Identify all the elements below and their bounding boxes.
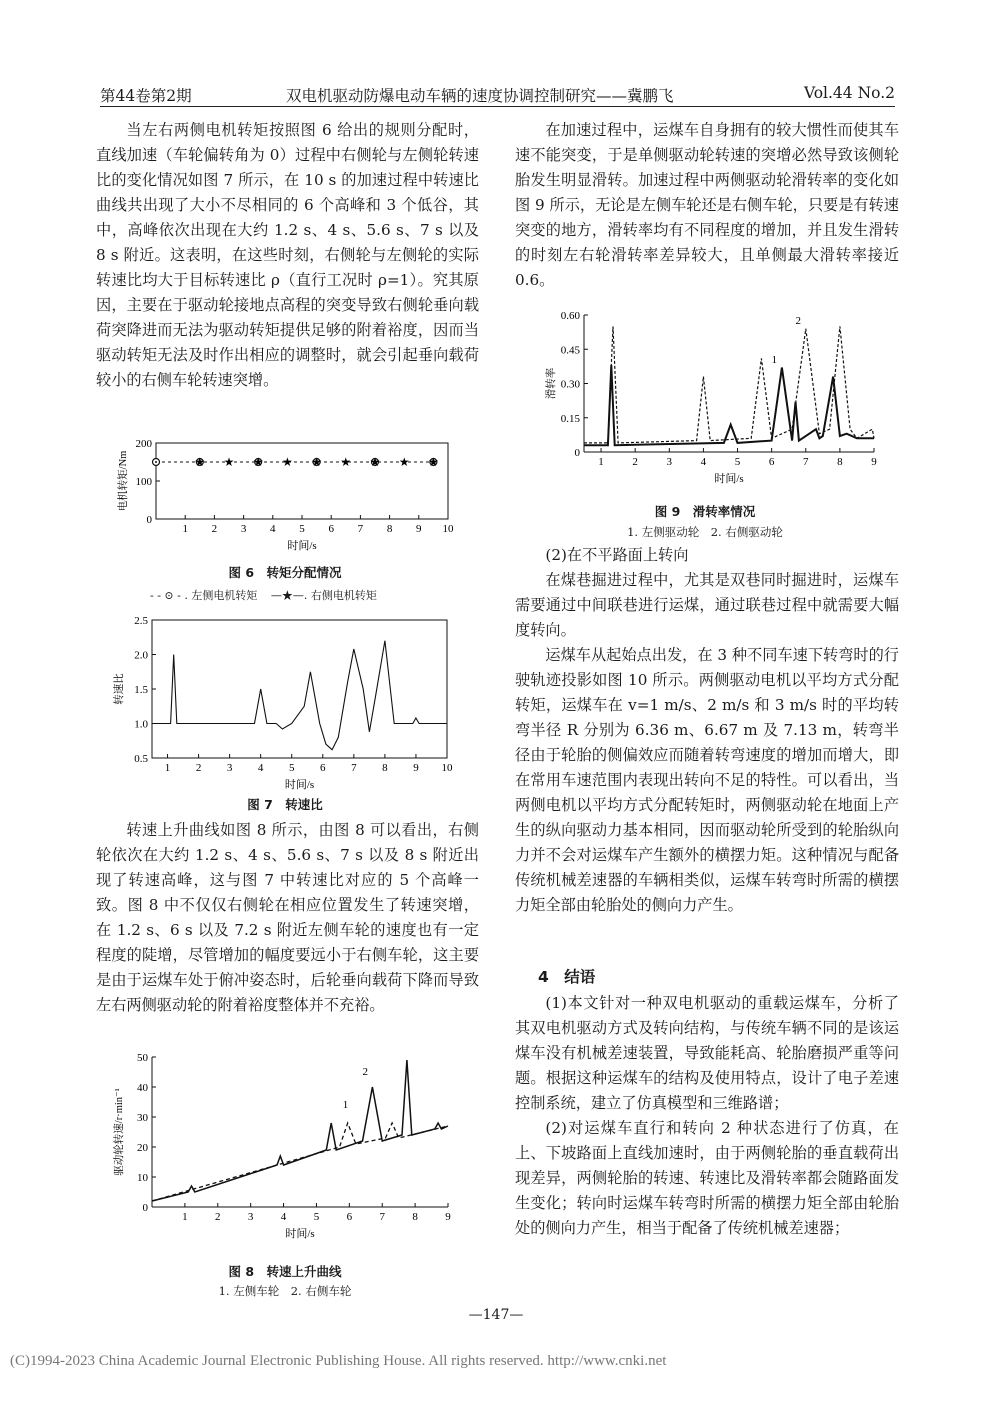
x-tick-label: 9 bbox=[413, 762, 419, 774]
x-tick-label: 5 bbox=[288, 762, 295, 774]
x-tick-label: 10 bbox=[442, 523, 454, 535]
speed-ratio-line bbox=[152, 641, 447, 750]
right-torque-marker: ★ bbox=[340, 455, 352, 469]
header-volume: 第44卷第2期 bbox=[100, 87, 192, 105]
x-tick-label: 1 bbox=[164, 762, 171, 774]
right-torque-marker: ★ bbox=[252, 455, 264, 469]
right-wheel-line bbox=[152, 1060, 448, 1201]
x-tick-label: 1 bbox=[182, 523, 188, 535]
x-tick-label: 3 bbox=[666, 456, 673, 468]
x-tick-label: 5 bbox=[299, 523, 305, 535]
figure-7-caption: 图 7 转速比 bbox=[247, 797, 323, 812]
left-wheel-line bbox=[152, 1123, 448, 1201]
left-torque-dot bbox=[155, 461, 157, 463]
y-tick-label: 30 bbox=[137, 1112, 148, 1124]
x-tick-label: 8 bbox=[837, 456, 843, 468]
x-tick-label: 6 bbox=[768, 456, 775, 468]
y-tick-label: 0.30 bbox=[560, 378, 580, 391]
y-tick-label: 0.45 bbox=[560, 344, 580, 357]
figure-7-chart bbox=[108, 612, 468, 792]
legend-right-label: . 右侧电机转矩 bbox=[303, 589, 377, 602]
y-tick-label: 2.5 bbox=[134, 615, 148, 627]
x-tick-label: 7 bbox=[357, 523, 364, 535]
right-slip-line bbox=[584, 326, 874, 443]
y-tick-label: 10 bbox=[137, 1172, 148, 1184]
right-torque-marker: ★ bbox=[194, 455, 206, 469]
x-axis-label: 时间/s bbox=[285, 1228, 315, 1240]
paragraph: 在煤巷掘进过程中，尤其是双巷同时掘进时，运煤车需要通过中间联巷进行运煤，通过联巷过程中就需要大幅度转向。 bbox=[515, 571, 899, 639]
right-torque-marker: ★ bbox=[369, 455, 381, 469]
x-tick-label: 1 bbox=[182, 1211, 188, 1223]
x-tick-label: 5 bbox=[313, 1211, 320, 1223]
header-volume-en: Vol.44 No.2 bbox=[803, 84, 895, 102]
right-torque-marker: ★ bbox=[311, 455, 322, 469]
x-tick-label: 9 bbox=[445, 1211, 451, 1223]
y-tick-label: 2.0 bbox=[134, 649, 148, 662]
paragraph: (1)本文针对一种双电机驱动的重载运煤车，分析了其双电机驱动方式及转向结构，与传统车辆不同的是该运煤车没有机械差速装置，导致能耗高、轮胎磨损严重等问题。根据这种运煤车的结构及使用特点，设计了电子差速控制系统，建立了仿真模型和三维路谱； bbox=[515, 994, 899, 1112]
y-tick-label: 100 bbox=[135, 476, 152, 488]
x-tick-label: 3 bbox=[247, 1211, 254, 1223]
y-tick-label: 1.0 bbox=[134, 718, 148, 731]
x-tick-label: 7 bbox=[379, 1211, 385, 1223]
x-tick-label: 2 bbox=[215, 1211, 221, 1223]
series-label-2: 2 bbox=[362, 1066, 368, 1078]
left-slip-line bbox=[584, 365, 874, 445]
y-tick-label: 200 bbox=[135, 438, 152, 450]
x-axis-label: 时间/s bbox=[287, 540, 317, 552]
copyright-footer: (C)1994-2023 China Academic Journal Electronic Publishing House. All rights reserved. http://www.cnki.net bbox=[10, 1353, 667, 1369]
x-tick-label: 4 bbox=[257, 762, 264, 774]
y-tick-label: 1.5 bbox=[134, 684, 148, 696]
series-label-1: 1 bbox=[771, 353, 778, 366]
figure-8-chart bbox=[108, 1052, 468, 1257]
x-tick-label: 10 bbox=[441, 762, 453, 774]
x-tick-label: 2 bbox=[211, 523, 218, 535]
subsection-heading: (2)在不平路面上转向 bbox=[545, 546, 689, 564]
y-tick-label: 0 bbox=[146, 514, 152, 526]
plot-frame bbox=[152, 1057, 448, 1207]
paragraph: 当左右两侧电机转矩按照图 6 给出的规则分配时，直线加速（车轮偏转角为 0）过程中右侧轮与左侧轮转速比的变化情况如图 7 所示，在 10 s 的加速过程中转速比曲线共出现了大小不尽相同的 6 个高峰和 3 个低谷，其中，高峰依次出现在大约 1.2 s、4 s、5.6 s、7 s 以及 8 s 附近。这表明，在这些时刻，右侧轮与左侧轮的实际转速比均大于目标转速比 ρ（直行工况时 ρ=1）。究其原因，主要在于驱动轮接地点高程的突变导致右侧轮垂向载荷突降进而无法为驱动转矩提供足够的附着裕度，因而当驱动转矩无法及时作出相应的调整时，就会引起垂向载荷较小的右侧车轮转速突增。 bbox=[96, 121, 479, 389]
x-tick-label: 7 bbox=[351, 762, 357, 774]
x-tick-label: 9 bbox=[871, 456, 877, 468]
legend-right-marker: —★— bbox=[270, 589, 304, 602]
right-torque-marker: ★ bbox=[398, 455, 410, 469]
figure-6-caption: 图 6 转矩分配情况 bbox=[228, 565, 342, 580]
y-axis-label: 转速比 bbox=[114, 673, 125, 705]
y-tick-label: 0.60 bbox=[560, 310, 580, 322]
series-label-1: 1 bbox=[342, 1099, 349, 1111]
right-torque-marker: ★ bbox=[428, 455, 439, 469]
x-tick-label: 8 bbox=[386, 523, 393, 535]
figure-8-caption: 图 8 转速上升曲线 bbox=[228, 1264, 342, 1279]
figure-9-caption: 图 9 滑转率情况 bbox=[654, 504, 756, 519]
paragraph: 在加速过程中，运煤车自身拥有的较大惯性而使其车速不能突变，于是单侧驱动轮转速的突增必然导致该侧轮胎发生明显滑转。加速过程中两侧驱动轮滑转率的变化如图 9 所示，无论是左侧车轮还是右侧车轮，只要是有转速突变的地方，滑转率均有不同程度的增加，并且发生滑转的时刻左右轮滑转率差异较大，且单侧最大滑转率接近 0.6。 bbox=[515, 121, 899, 289]
x-tick-label: 3 bbox=[240, 523, 247, 535]
x-axis-label: 时间/s bbox=[284, 779, 315, 791]
figure-9-legend: 1. 左侧驱动轮 2. 右侧驱动轮 bbox=[627, 525, 783, 539]
figure-6-legend bbox=[150, 587, 377, 603]
right-column-conclusion bbox=[515, 991, 899, 1241]
page-number: —147— bbox=[468, 1307, 524, 1323]
y-axis-label: 驱动轮转速/r·min⁻¹ bbox=[114, 1088, 125, 1176]
right-torque-marker: ★ bbox=[223, 455, 235, 469]
y-tick-label: 0 bbox=[574, 447, 580, 459]
section-heading: 4 结语 bbox=[538, 968, 596, 986]
x-tick-label: 1 bbox=[598, 456, 604, 468]
x-tick-label: 8 bbox=[412, 1211, 418, 1223]
legend-left-label: . 左侧电机转矩 bbox=[184, 589, 258, 602]
paragraph: 运煤车从起始点出发，在 3 种不同车速下转弯时的行驶轨迹投影如图 10 所示。两侧驱动电机以平均方式分配转矩，运煤车在 v=1 m/s、2 m/s 和 3 m/s 时的平均转弯半径 R 分别为 6.36 m、6.67 m 及 7.13 m，转弯半径由于轮胎的侧偏效应而随着转弯速度的增加而增大，即在常用车速范围内表现出转向不足的特性。可以看出，当两侧电机以平均方式分配转矩时，两侧驱动轮在地面上产生的纵向驱动力基本相同，因而驱动轮所受到的轮胎纵向力并不会对运煤车产生额外的横摆力矩。这种情况与配备传统机械差速器的车辆相类似，运煤车转弯时所需的横摆力矩全部由轮胎处的侧向力产生。 bbox=[515, 646, 899, 914]
paragraph: 转速上升曲线如图 8 所示，由图 8 可以看出，右侧轮依次在大约 1.2 s、4 s、5.6 s、7 s 以及 8 s 附近出现了转速高峰，这与图 7 中转速比对应的 5 个高峰一致。图 8 中不仅仅右侧轮在相应位置发生了转速突增，在 1.2 s、6 s 以及 7.2 s 附近左侧车轮的速度也有一定程度的陡增，尽管增加的幅度要远小于右侧车轮，这主要是由于运煤车处于俯冲姿态时，后轮垂向载荷下降而导致左右两侧驱动轮的附着裕度整体并不充裕。 bbox=[96, 821, 479, 1014]
y-tick-label: 20 bbox=[137, 1142, 148, 1154]
x-tick-label: 3 bbox=[226, 762, 233, 774]
x-tick-label: 4 bbox=[270, 523, 276, 535]
x-tick-label: 5 bbox=[734, 456, 741, 468]
figure-6-chart bbox=[108, 437, 468, 557]
y-axis-label: 电机转矩/Nm bbox=[118, 450, 129, 512]
series-label-2: 2 bbox=[795, 315, 802, 328]
x-tick-label: 6 bbox=[320, 762, 326, 774]
plot-frame bbox=[152, 620, 447, 758]
right-column-top bbox=[515, 118, 899, 293]
x-tick-label: 8 bbox=[382, 762, 388, 774]
x-tick-label: 4 bbox=[700, 456, 707, 468]
left-column-top bbox=[96, 118, 479, 393]
x-tick-label: 9 bbox=[416, 523, 422, 535]
y-tick-label: 50 bbox=[137, 1052, 148, 1064]
x-axis-label: 时间/s bbox=[714, 473, 744, 485]
right-torque-marker: ★ bbox=[282, 455, 293, 469]
y-tick-label: 0.5 bbox=[134, 753, 148, 765]
header-title: 双电机驱动防爆电动车辆的速度协调控制研究——冀鹏飞 bbox=[286, 87, 674, 105]
figure-8-legend: 1. 左侧车轮 2. 右侧车轮 bbox=[218, 1284, 352, 1298]
y-tick-label: 40 bbox=[137, 1082, 148, 1094]
left-column-mid bbox=[96, 818, 479, 1018]
right-column-bottom bbox=[515, 543, 899, 918]
header-rule bbox=[100, 106, 895, 107]
legend-left-marker: - - ⊙ - bbox=[150, 589, 185, 602]
x-tick-label: 7 bbox=[803, 456, 809, 468]
y-tick-label: 0.15 bbox=[560, 412, 580, 425]
x-tick-label: 2 bbox=[632, 456, 638, 468]
x-tick-label: 2 bbox=[195, 762, 202, 774]
x-tick-label: 6 bbox=[346, 1211, 353, 1223]
x-tick-label: 4 bbox=[280, 1211, 287, 1223]
paragraph: (2)对运煤车直行和转向 2 种状态进行了仿真，在上、下坡路面上直线加速时，由于两侧轮胎的垂直载荷出现差异，两侧轮胎的转速、转速比及滑转率都会随路面发生变化；转向时运煤车转弯时所需的横摆力矩全部由轮胎处的侧向力产生，相当于配备了传统机械差速器； bbox=[515, 1119, 899, 1237]
y-axis-label: 滑转率 bbox=[546, 367, 557, 400]
x-tick-label: 6 bbox=[328, 523, 334, 535]
y-tick-label: 0 bbox=[142, 1202, 148, 1214]
figure-9-chart bbox=[520, 305, 890, 500]
